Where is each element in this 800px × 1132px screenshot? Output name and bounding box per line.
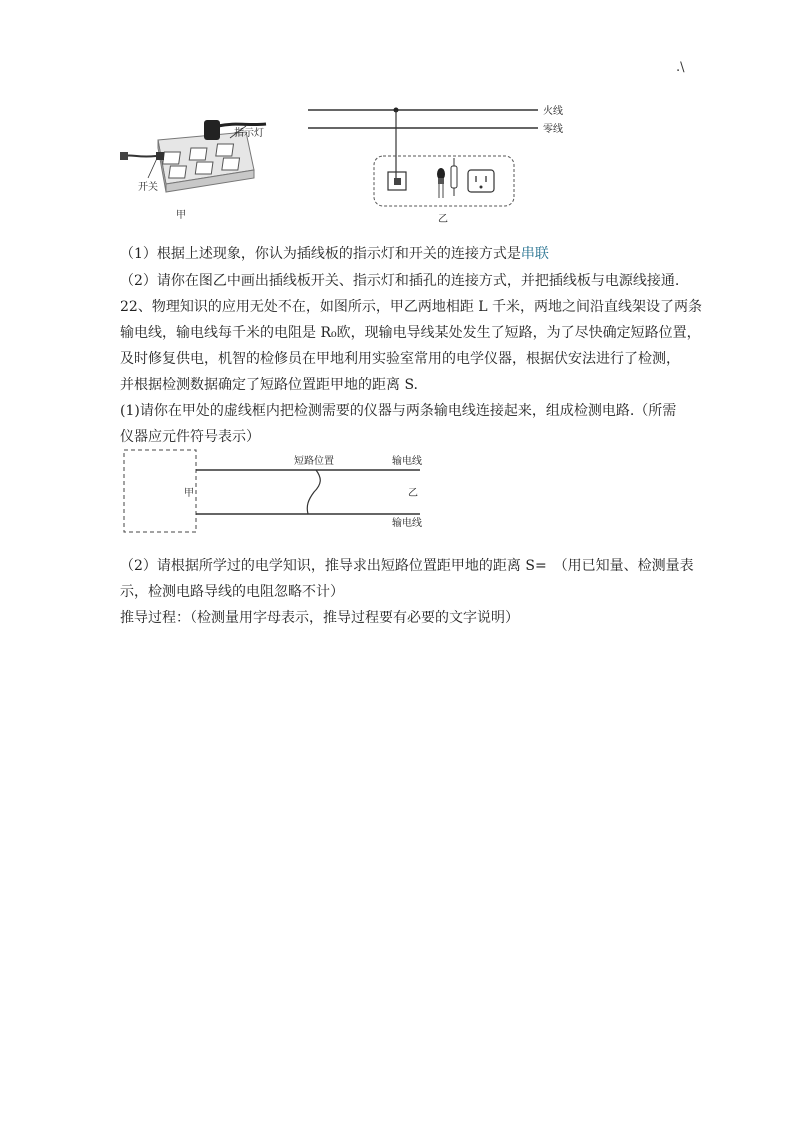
switch-label: 开关 bbox=[138, 182, 158, 193]
wire-bottom-label: 输电线 bbox=[392, 518, 422, 529]
question-1-text: （1）根据上述现象，你认为插线板的指示灯和开关的连接方式是 bbox=[120, 246, 521, 262]
indicator-label: 指示灯 bbox=[234, 128, 264, 139]
sub-question-2-line-1: （2）请根据所学过的电学知识，推导求出短路位置距甲地的距离 S= （用已知量、检测量表 bbox=[120, 558, 694, 574]
question-2: （2）请你在图乙中画出插线板开关、指示灯和插孔的连接方式，并把插线板与电源线接通. bbox=[120, 273, 680, 289]
problem-22-line-4: 并根据检测数据确定了短路位置距甲地的距离 S. bbox=[120, 377, 418, 393]
neutral-wire-label: 零线 bbox=[543, 124, 563, 135]
sub-question-2-line-2: 示，检测电路导线的电阻忽略不计） bbox=[120, 584, 344, 600]
sub-question-1-line-1: (1)请你在甲处的虚线框内把检测需要的仪器与两条输电线连接起来，组成检测电路.（所需 bbox=[120, 403, 677, 419]
wire-top-label: 输电线 bbox=[392, 456, 422, 467]
sub-question-1-line-2: 仪器应元件符号表示） bbox=[120, 429, 260, 445]
wiring-circuit-figure bbox=[300, 100, 590, 230]
problem-22-line-2: 输电线，输电线每千米的电阻是 R₀欧，现输电导线某处发生了短路，为了尽快确定短路位置， bbox=[120, 325, 701, 341]
problem-22-line-1: 22、物理知识的应用无处不在，如图所示，甲乙两地相距 L 千米，两地之间沿直线架设了两条 bbox=[120, 299, 703, 315]
figure-jia-caption: 甲 bbox=[176, 210, 186, 221]
short-circuit-diagram bbox=[118, 446, 428, 538]
corner-mark: .\ bbox=[676, 60, 685, 75]
jia-label: 甲 bbox=[184, 488, 194, 499]
derivation-instructions: 推导过程：（检测量用字母表示，推导过程要有必要的文字说明） bbox=[120, 610, 519, 626]
short-circuit-line bbox=[307, 470, 320, 514]
question-1 bbox=[120, 244, 549, 264]
question-1-answer: 串联 bbox=[520, 246, 549, 262]
power-strip-figure bbox=[118, 112, 268, 224]
problem-22-line-3: 及时修复供电，机智的检修员在甲地利用实验室常用的电学仪器，根据伏安法进行了检测， bbox=[120, 351, 680, 367]
figure-yi-caption: 乙 bbox=[438, 214, 448, 225]
short-position-label: 短路位置 bbox=[294, 456, 334, 467]
yi-label: 乙 bbox=[408, 488, 418, 499]
live-wire-label: 火线 bbox=[543, 106, 563, 117]
